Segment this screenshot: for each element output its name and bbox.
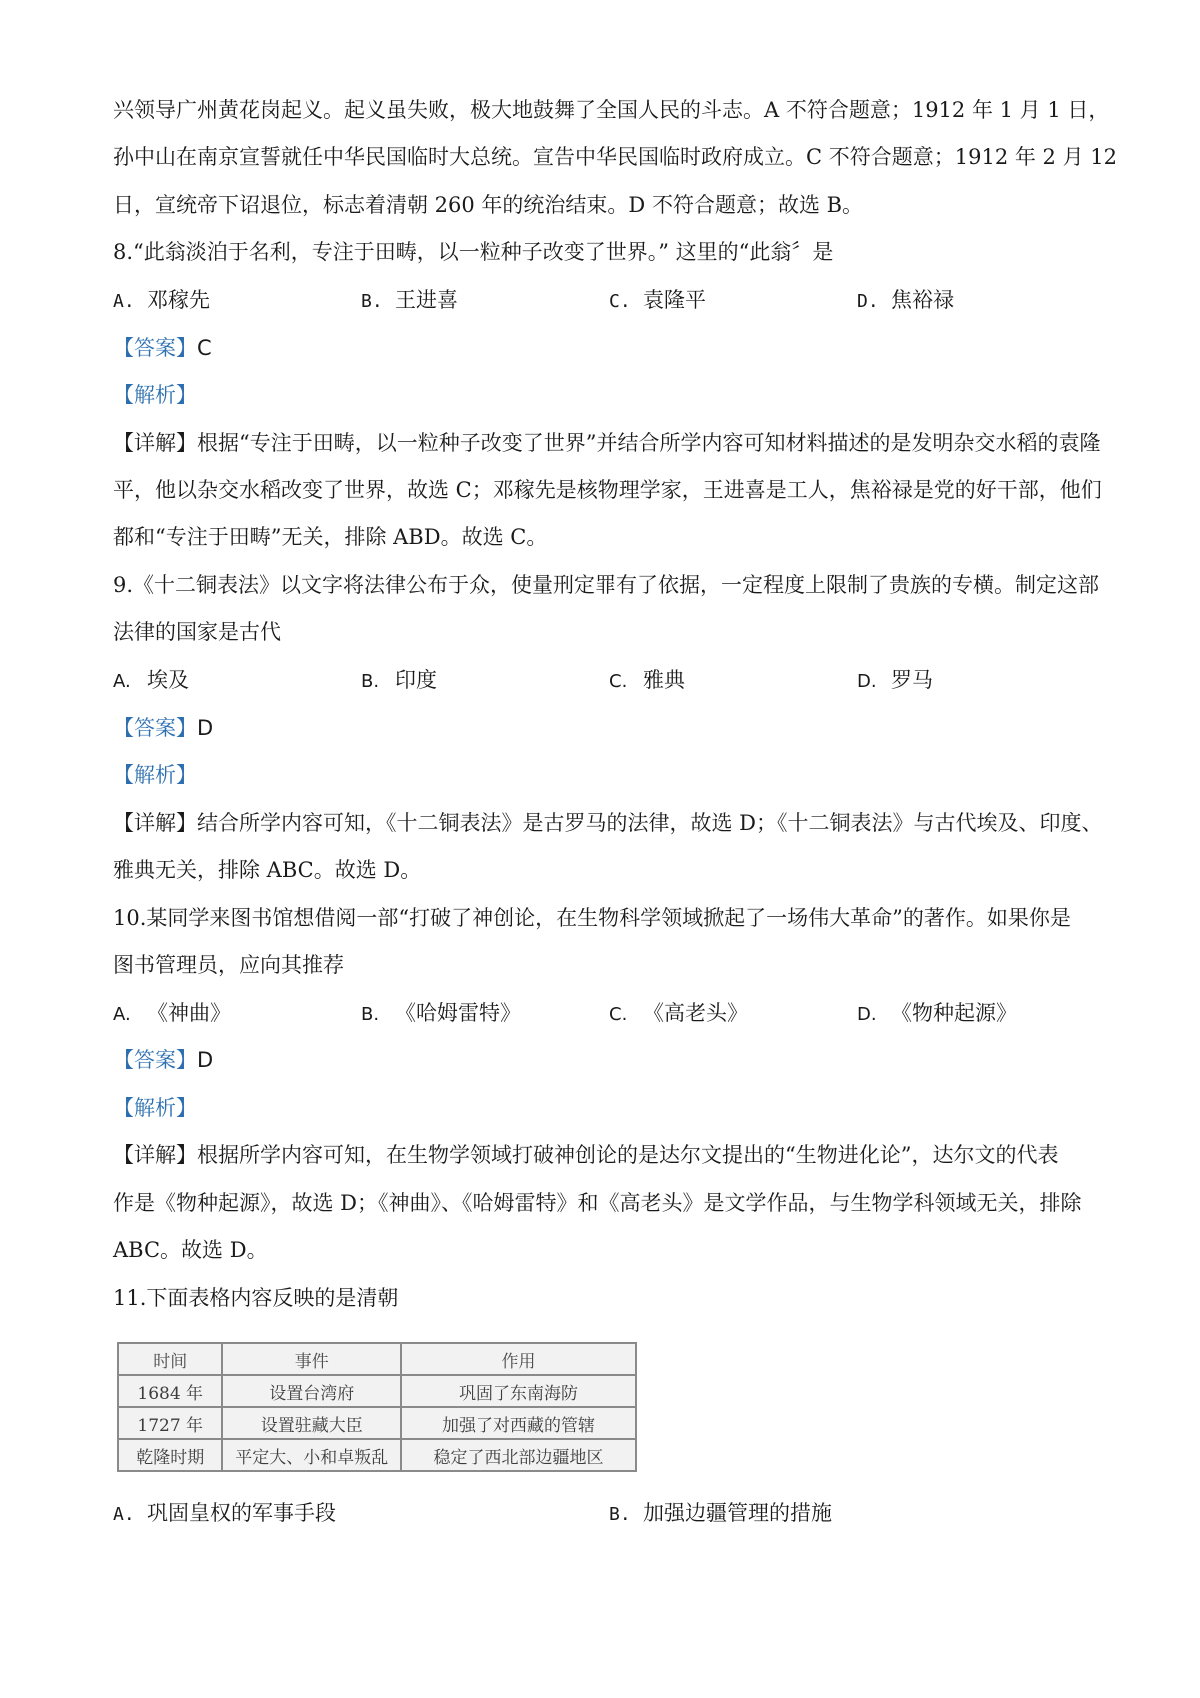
table-cell: 稳定了西北部边疆地区 xyxy=(401,1439,636,1471)
option-c: C. 雅典 xyxy=(609,668,685,692)
detail-line: ABC。故选 D。 xyxy=(113,1238,268,1262)
option-a: A. 巩固皇权的军事手段 xyxy=(113,1501,336,1525)
qing-dynasty-table xyxy=(117,1342,637,1472)
detail-line: 雅典无关，排除 ABC。故选 D。 xyxy=(113,858,422,882)
answer-value: C xyxy=(197,336,212,360)
option-c: C. 《高老头》 xyxy=(609,1001,748,1025)
table-cell: 平定大、小和卓叛乱 xyxy=(222,1439,401,1471)
option-b: B. 加强边疆管理的措施 xyxy=(609,1501,832,1525)
answer-line xyxy=(113,333,1103,363)
option-a: A. 《神曲》 xyxy=(113,1001,231,1025)
table-cell: 设置驻藏大臣 xyxy=(222,1407,401,1439)
option-b: B. 王进喜 xyxy=(361,288,458,312)
analysis-tag: 【解析】 xyxy=(113,1096,197,1120)
detail-line: 都和“专注于田畴”无关，排除 ABD。故选 C。 xyxy=(113,525,548,549)
analysis-tag-line xyxy=(113,380,1103,410)
detail-line: 平，他以杂交水稻改变了世界，故选 C；邓稼先是核物理学家，王进喜是工人，焦裕禄是党的好干部，他们 xyxy=(113,478,1102,502)
question-8-stem: 8.“此翁淡泊于名利，专注于田畴，以一粒种子改变了世界。” 这里的“此翁〞是 xyxy=(113,240,834,264)
table-row xyxy=(118,1407,636,1439)
question-10-options xyxy=(113,998,1103,1028)
question-11-options xyxy=(113,1498,1103,1528)
answer-line xyxy=(113,1045,1103,1075)
question-10-stem: 图书管理员，应向其推荐 xyxy=(113,953,344,977)
detail-line: 【详解】根据“专注于田畴，以一粒种子改变了世界”并结合所学内容可知材料描述的是发明杂交水稻的袁隆 xyxy=(113,431,1101,455)
table-cell: 乾隆时期 xyxy=(118,1439,222,1471)
answer-value: D xyxy=(197,1048,214,1072)
table-header: 事件 xyxy=(222,1343,401,1375)
answer-tag: 【答案】 xyxy=(113,1048,197,1072)
detail-line: 【详解】结合所学内容可知，《十二铜表法》是古罗马的法律，故选 D；《十二铜表法》与古代埃及、印度、 xyxy=(113,811,1103,835)
table-row xyxy=(118,1439,636,1471)
option-b: B. 《哈姆雷特》 xyxy=(361,1001,521,1025)
text-line: 兴领导广州黄花岗起义。起义虽失败，极大地鼓舞了全国人民的斗志。A 不符合题意；1912 年 1 月 1 日， xyxy=(113,98,1110,122)
question-9-options xyxy=(113,665,1103,695)
option-a: A. 邓稼先 xyxy=(113,288,210,312)
text-line: 孙中山在南京宣誓就任中华民国临时大总统。宣告中华民国临时政府成立。C 不符合题意；1912 年 2 月 12 xyxy=(113,145,1117,169)
question-9-stem: 法律的国家是古代 xyxy=(113,620,281,644)
analysis-tag-line xyxy=(113,760,1103,790)
option-c: C. 袁隆平 xyxy=(609,288,706,312)
question-9-stem: 9.《十二铜表法》以文字将法律公布于众，使量刑定罪有了依据，一定程度上限制了贵族的专横。制定这部 xyxy=(113,573,1100,597)
question-11-stem: 11.下面表格内容反映的是清朝 xyxy=(113,1286,399,1310)
answer-value: D xyxy=(197,716,214,740)
table-cell: 巩固了东南海防 xyxy=(401,1375,636,1407)
detail-line: 【详解】根据所学内容可知，在生物学领域打破神创论的是达尔文提出的“生物进化论”，达尔文的代表 xyxy=(113,1143,1059,1167)
answer-line xyxy=(113,713,1103,743)
table-cell: 加强了对西藏的管辖 xyxy=(401,1407,636,1439)
table-header-row xyxy=(118,1343,636,1375)
option-b: B. 印度 xyxy=(361,668,437,692)
analysis-tag: 【解析】 xyxy=(113,383,197,407)
option-d: D. 《物种起源》 xyxy=(857,1001,1017,1025)
table-cell: 1684 年 xyxy=(118,1375,222,1407)
option-a: A. 埃及 xyxy=(113,668,189,692)
table-header: 时间 xyxy=(118,1343,222,1375)
answer-tag: 【答案】 xyxy=(113,716,197,740)
table-cell: 设置台湾府 xyxy=(222,1375,401,1407)
detail-line: 作是《物种起源》，故选 D；《神曲》、《哈姆雷特》和《高老头》是文学作品，与生物学科领域无关，排除 xyxy=(113,1191,1082,1215)
table-header: 作用 xyxy=(401,1343,636,1375)
analysis-tag-line xyxy=(113,1093,1103,1123)
table-cell: 1727 年 xyxy=(118,1407,222,1439)
analysis-tag: 【解析】 xyxy=(113,763,197,787)
option-d: D. 罗马 xyxy=(857,668,933,692)
question-8-options xyxy=(113,285,1103,315)
option-d: D. 焦裕禄 xyxy=(857,288,954,312)
question-10-stem: 10.某同学来图书馆想借阅一部“打破了神创论，在生物科学领域掀起了一场伟大革命”的著作。如果你是 xyxy=(113,906,1071,930)
table-row xyxy=(118,1375,636,1407)
answer-tag: 【答案】 xyxy=(113,336,197,360)
text-line: 日，宣统帝下诏退位，标志着清朝 260 年的统治结束。D 不符合题意；故选 B。 xyxy=(113,193,864,217)
